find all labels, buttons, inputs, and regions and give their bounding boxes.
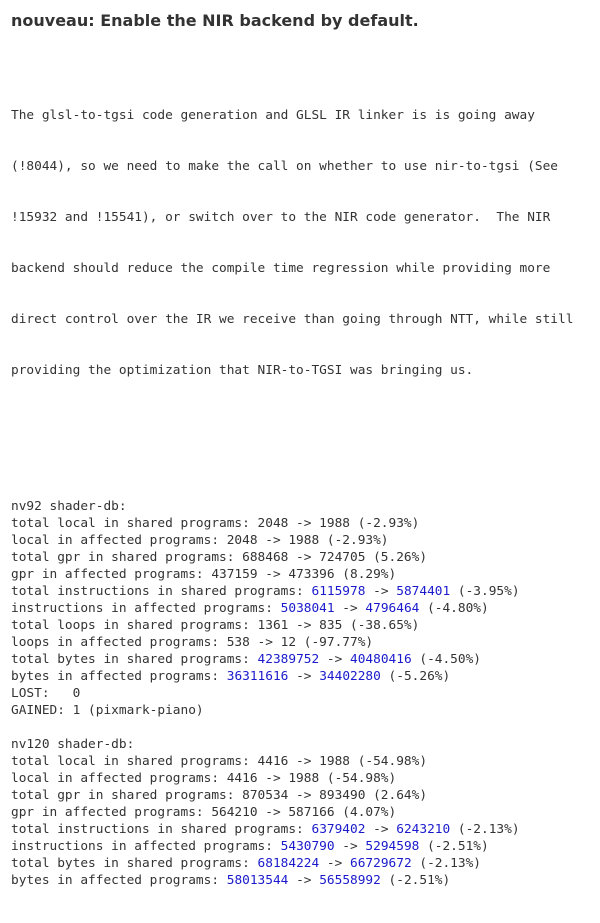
stat-line: gpr in affected programs: 437159 -> 473396 (8.29%) [11, 567, 397, 582]
stat-change: (-2.51%) [419, 839, 489, 854]
section-header: nv92 shader-db: [11, 499, 127, 514]
stat-after-value: 34402280 [319, 669, 381, 684]
stat-label: total instructions in shared programs: [11, 584, 312, 599]
stat-line: local in affected programs: 4416 -> 1988 (-54.98%) [11, 771, 397, 786]
stat-after-value: 5294598 [365, 839, 420, 854]
stat-before-value: 68184224 [257, 856, 320, 871]
stat-after-value: 40480416 [350, 652, 412, 667]
stat-label: bytes in affected programs: [11, 669, 227, 684]
stat-label: total instructions in shared programs: [11, 822, 312, 837]
stat-after-value: 5874401 [396, 584, 451, 599]
stat-before-value: 5038041 [280, 601, 335, 616]
description-line: (!8044), so we need to make the call on whether to use nir-to-tgsi (See [11, 159, 559, 174]
stat-line: total gpr in shared programs: 688468 -> 724705 (5.26%) [11, 550, 428, 565]
stat-line [11, 583, 597, 600]
stat-line: gpr in affected programs: 564210 -> 587166 (4.07%) [11, 805, 397, 820]
stat-before-value: 36311616 [226, 669, 289, 684]
stat-line: total loops in shared programs: 1361 -> 835 (-38.65%) [11, 618, 420, 633]
stat-line: total local in shared programs: 2048 -> 1988 (-2.93%) [11, 516, 420, 531]
stat-before-value: 42389752 [257, 652, 320, 667]
stat-arrow: -> [319, 652, 351, 667]
stat-after-value: 6243210 [396, 822, 451, 837]
stat-arrow: -> [334, 839, 366, 854]
description-line: providing the optimization that NIR-to-TGSI was bringing us. [11, 363, 474, 378]
stat-line: total gpr in shared programs: 870534 -> 893490 (2.64%) [11, 788, 428, 803]
stat-after-value: 66729672 [350, 856, 412, 871]
stat-change: (-4.80%) [419, 601, 489, 616]
stat-line [11, 821, 597, 838]
stat-label: total bytes in shared programs: [11, 856, 258, 871]
stat-arrow: -> [288, 669, 320, 684]
blank-line [11, 447, 597, 464]
description-line: !15932 and !15541), or switch over to the NIR code generator. The NIR [11, 210, 551, 225]
stat-after-value: 4796464 [365, 601, 420, 616]
stat-line [11, 872, 597, 889]
stat-label: instructions in affected programs: [11, 601, 281, 616]
shader-db-section [11, 736, 597, 889]
stat-arrow: -> [365, 584, 397, 599]
stat-before-value: 6379402 [311, 822, 366, 837]
stat-label: bytes in affected programs: [11, 873, 227, 888]
stat-line [11, 668, 597, 685]
commit-title: nouveau: Enable the NIR backend by default. [11, 11, 419, 30]
stat-change: (-4.50%) [411, 652, 481, 667]
stat-line: GAINED: 1 (pixmark-piano) [11, 703, 204, 718]
stat-change: (-2.13%) [411, 856, 481, 871]
stat-change: (-2.13%) [450, 822, 520, 837]
stat-arrow: -> [365, 822, 397, 837]
commit-message [11, 11, 597, 923]
stat-line [11, 600, 597, 617]
stat-line [11, 838, 597, 855]
stat-before-value: 5430790 [280, 839, 335, 854]
stat-arrow: -> [319, 856, 351, 871]
description-line: direct control over the IR we receive than going through NTT, while still [11, 312, 574, 327]
blank-line [11, 719, 597, 736]
stat-change: (-3.95%) [450, 584, 520, 599]
stat-line [11, 855, 597, 872]
stat-arrow: -> [288, 873, 320, 888]
stat-line: local in affected programs: 2048 -> 1988 (-2.93%) [11, 533, 389, 548]
stat-line: LOST: 0 [11, 686, 81, 701]
stat-label: instructions in affected programs: [11, 839, 281, 854]
stat-arrow: -> [334, 601, 366, 616]
stat-after-value: 56558992 [319, 873, 381, 888]
stat-before-value: 6115978 [311, 584, 366, 599]
stat-line [11, 651, 597, 668]
stat-label: total bytes in shared programs: [11, 652, 258, 667]
section-header: nv120 shader-db: [11, 737, 135, 752]
shader-db-results [11, 498, 597, 889]
shader-db-section [11, 498, 597, 719]
commit-body [11, 39, 597, 923]
commit-description [11, 73, 597, 413]
description-line: backend should reduce the compile time regression while providing more [11, 261, 551, 276]
stat-change: (-2.51%) [380, 873, 451, 888]
stat-line: loops in affected programs: 538 -> 12 (-97.77%) [11, 635, 374, 650]
stat-line: total local in shared programs: 4416 -> 1988 (-54.98%) [11, 754, 428, 769]
stat-before-value: 58013544 [226, 873, 289, 888]
stat-change: (-5.26%) [380, 669, 451, 684]
description-line: The glsl-to-tgsi code generation and GLSL IR linker is is going away [11, 108, 535, 123]
